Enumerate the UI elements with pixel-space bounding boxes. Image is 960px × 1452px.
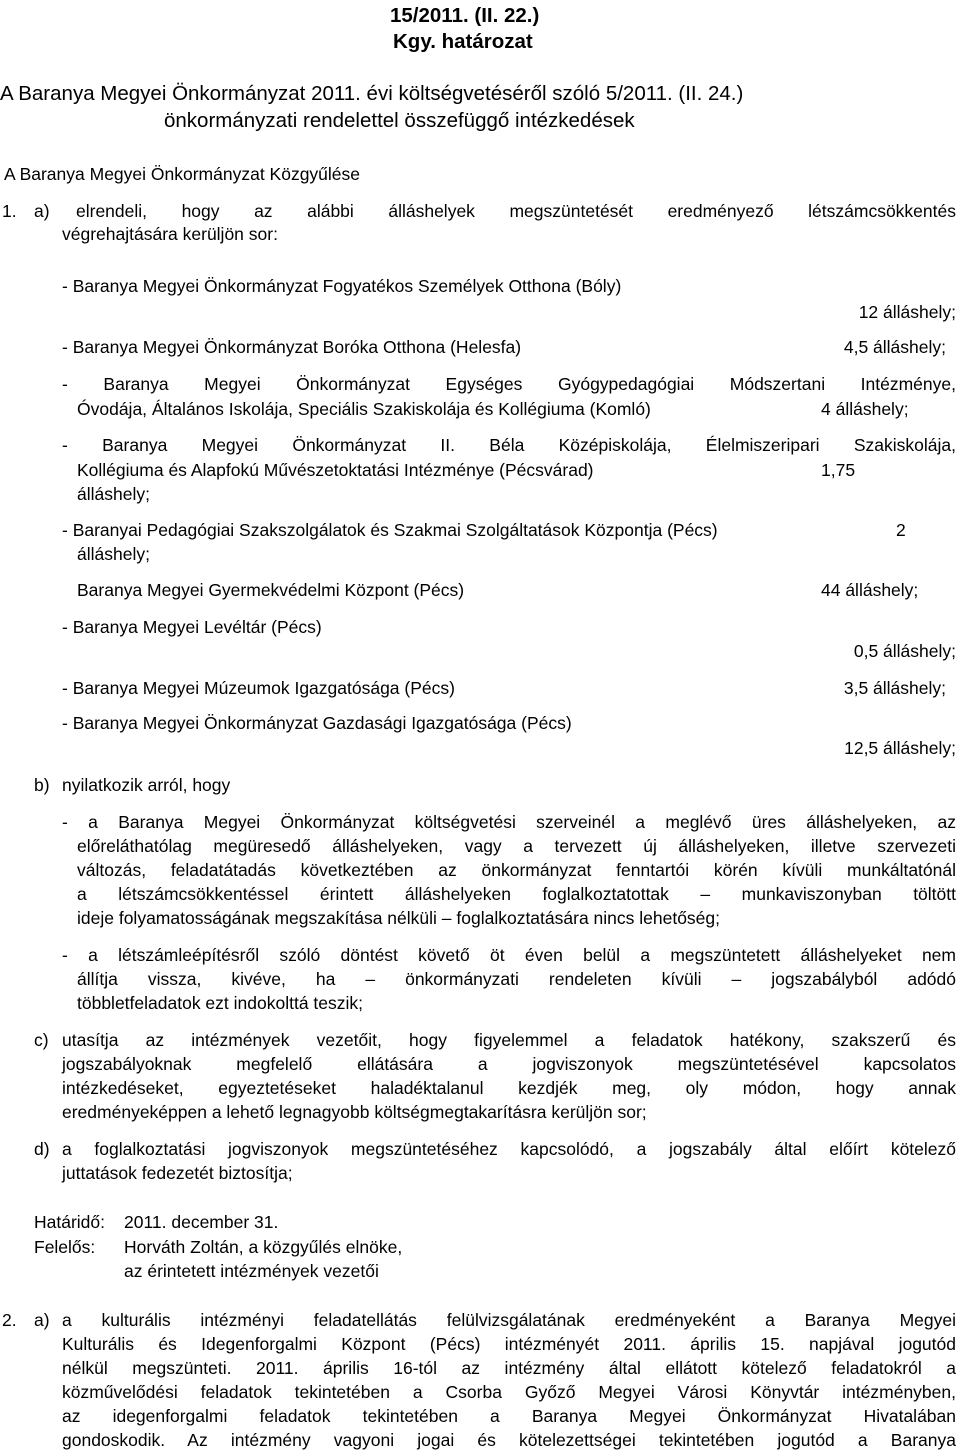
title-line-1: A Baranya Megyei Önkormányzat 2011. évi költségvetéséről szóló 5/2011. (II. 24.) bbox=[0, 82, 744, 105]
resolution-type: Kgy. határozat bbox=[393, 30, 533, 53]
item-2a-line-2: Kulturális és Idegenforgalmi Központ (Pécs) intézményét 2011. április 15. napjával jogutód bbox=[62, 1334, 956, 1354]
list-item-gyermekvedelmi-count: 44 álláshely; bbox=[821, 580, 919, 600]
item-1b-label: b) bbox=[34, 775, 50, 795]
item-2a-line-4: közművelődési feladatok tekintetében a Csorba Győző Megyei Városi Könyvtár intézményben, bbox=[62, 1382, 956, 1402]
item-2-number: 2. bbox=[2, 1310, 17, 1330]
list-item-muzeumok: - Baranya Megyei Múzeumok Igazgatósága (Pécs) bbox=[62, 678, 455, 698]
item-1c-line-4: eredményeképpen a lehető legnagyobb költségmegtakarításra kerüljön sor; bbox=[62, 1102, 647, 1122]
list-item-bóly-count: 12 álláshely; bbox=[858, 302, 956, 322]
responsible-line-1: Horváth Zoltán, a közgyűlés elnöke, bbox=[124, 1237, 403, 1257]
assembly-line: A Baranya Megyei Önkormányzat Közgyűlése bbox=[4, 164, 361, 184]
b-bullet-1-line-2: előreláthatólag megüresedő álláshelyeken, vagy a tervezett új álláshelyeken, illetve szervezeti bbox=[77, 836, 956, 856]
item-2a-line-3: nélkül megszünteti. 2011. április 16-tól az intézmény által ellátott kötelező feladatokról a bbox=[62, 1358, 956, 1378]
item-2a-line-6: gondoskodik. Az intézmény vagyoni jogai és kötelezettségei tekintetében jogutód a Baranya bbox=[62, 1430, 956, 1450]
list-item-szakszolgalat-line-2: álláshely; bbox=[77, 544, 150, 564]
deadline-label: Határidő: bbox=[34, 1212, 106, 1232]
list-item-bóly: - Baranya Megyei Önkormányzat Fogyatékos Személyek Otthona (Bóly) bbox=[62, 276, 622, 296]
resolution-number: 15/2011. (II. 22.) bbox=[390, 4, 540, 27]
item-2a-line-5: az idegenforgalmi feladatok tekintetében a Baranya Megyei Önkormányzat Hivatalában bbox=[62, 1406, 956, 1426]
b-bullet-1-line-5: ideje folyamatosságának megszakítása nélküli – foglalkoztatására nincs lehetőség; bbox=[77, 908, 721, 928]
list-item-gazdasagi: - Baranya Megyei Önkormányzat Gazdasági Igazgatósága (Pécs) bbox=[62, 713, 572, 733]
list-item-leveltar: - Baranya Megyei Levéltár (Pécs) bbox=[62, 617, 322, 637]
list-item-gazdasagi-count: 12,5 álláshely; bbox=[844, 738, 956, 758]
item-1a-line-2: végrehajtására kerüljön sor: bbox=[62, 224, 278, 244]
list-item-leveltar-count: 0,5 álláshely; bbox=[853, 641, 956, 661]
list-item-szakszolgalat-line-1: - Baranyai Pedagógiai Szakszolgálatok és Szakmai Szolgáltatások Központja (Pécs) bbox=[62, 520, 718, 540]
list-item-komlo-count: 4 álláshely; bbox=[821, 399, 909, 419]
item-1-number: 1. bbox=[2, 201, 17, 221]
item-1a-line-1: elrendeli, hogy az alábbi álláshelyek megszüntetését eredményező létszámcsökkentés bbox=[76, 201, 956, 221]
b-bullet-2-line-2: állítja vissza, kivéve, ha – önkormányzati rendeleten kívüli – jogszabályból adódó bbox=[77, 969, 956, 989]
list-item-gyermekvedelmi: Baranya Megyei Gyermekvédelmi Központ (Pécs) bbox=[77, 580, 465, 600]
list-item-pecsvarad-line-1: - Baranya Megyei Önkormányzat II. Béla Középiskolája, Élelmiszeripari Szakiskolája, bbox=[62, 435, 956, 455]
list-item-komlo-line-2: Óvodája, Általános Iskolája, Speciális Szakiskolája és Kollégiuma (Komló) bbox=[77, 399, 651, 419]
b-bullet-2-line-3: többletfeladatok ezt indokolttá teszik; bbox=[77, 993, 364, 1013]
list-item-pecsvarad-line-2: Kollégiuma és Alapfokú Művészetoktatási Intézménye (Pécsvárad) bbox=[77, 460, 594, 480]
b-bullet-1-line-3: változás, feladatátadás következtében az önkormányzat fenntartói körén kívüli munkáltatónál bbox=[77, 860, 956, 880]
item-1c-line-2: jogszabályoknak megfelelő ellátására a jogviszonyok megszüntetésével kapcsolatos bbox=[62, 1054, 956, 1074]
item-1d-label: d) bbox=[34, 1139, 50, 1159]
b-bullet-1-line-1: - a Baranya Megyei Önkormányzat költségvetési szerveinél a meglévő üres álláshelyeken, az bbox=[62, 812, 956, 832]
list-item-muzeumok-count: 3,5 álláshely; bbox=[843, 678, 946, 698]
list-item-szakszolgalat-count: 2 bbox=[896, 520, 906, 540]
list-item-pecsvarad-count: 1,75 bbox=[821, 460, 856, 480]
b-bullet-2-line-1: - a létszámleépítésről szóló döntést követő öt éven belül a megszüntetett álláshelyeket nem bbox=[62, 945, 956, 965]
item-2a-label: a) bbox=[34, 1310, 50, 1330]
item-1d-line-1: a foglalkoztatási jogviszonyok megszüntetéséhez kapcsolódó, a jogszabály által előírt kötelező bbox=[62, 1139, 956, 1159]
list-item-helesfa-count: 4,5 álláshely; bbox=[843, 337, 946, 357]
item-1c-label: c) bbox=[34, 1030, 49, 1050]
item-2a-line-1: a kulturális intézményi feladatellátás felülvizsgálatának eredményeként a Baranya Megyei bbox=[62, 1310, 956, 1330]
title-line-2: önkormányzati rendelettel összefüggő intézkedések bbox=[164, 109, 635, 132]
item-1a-label: a) bbox=[34, 201, 50, 221]
item-1d-line-2: juttatások fedezetét biztosítja; bbox=[62, 1163, 293, 1183]
item-1b-text: nyilatkozik arról, hogy bbox=[62, 775, 231, 795]
responsible-label: Felelős: bbox=[34, 1237, 96, 1257]
b-bullet-1-line-4: a létszámcsökkentéssel érintett álláshelyeken foglalkoztatottak – munkaviszonyban töltött bbox=[77, 884, 956, 904]
list-item-komlo-line-1: - Baranya Megyei Önkormányzat Egységes Gyógypedagógiai Módszertani Intézménye, bbox=[62, 374, 956, 394]
list-item-helesfa: - Baranya Megyei Önkormányzat Boróka Otthona (Helesfa) bbox=[62, 337, 522, 357]
item-1c-line-1: utasítja az intézmények vezetőit, hogy figyelemmel a feladatok hatékony, szakszerű és bbox=[62, 1030, 956, 1050]
responsible-line-2: az érintetett intézmények vezetői bbox=[124, 1261, 379, 1281]
deadline-value: 2011. december 31. bbox=[124, 1212, 279, 1232]
item-1c-line-3: intézkedéseket, egyeztetéseket haladéktalanul kezdjék meg, oly módon, hogy annak bbox=[62, 1078, 956, 1098]
list-item-pecsvarad-line-3: álláshely; bbox=[77, 484, 150, 504]
